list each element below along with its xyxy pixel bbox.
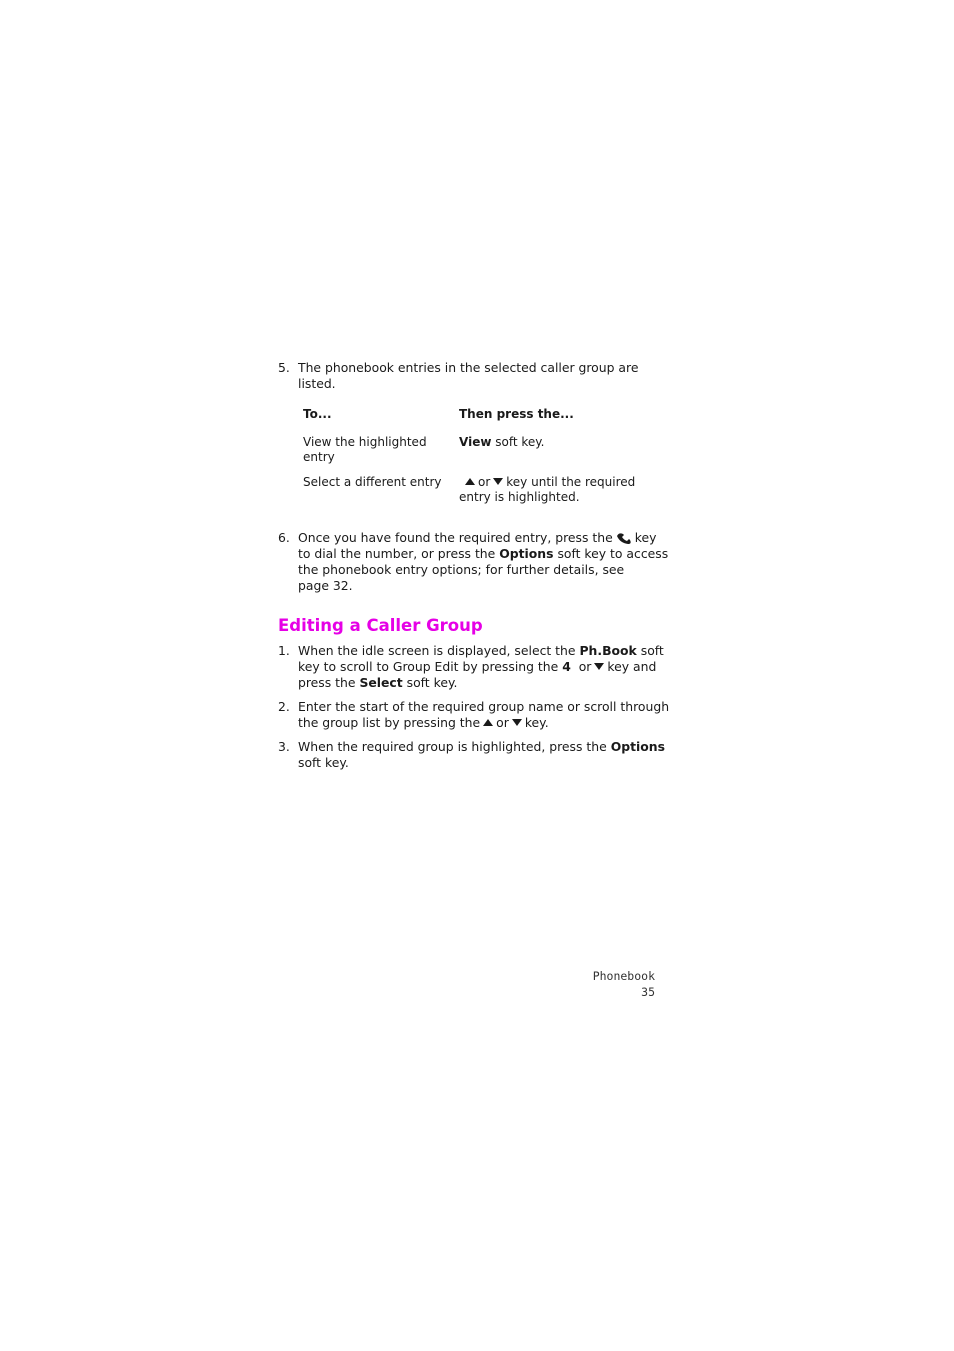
- key-action-table: [303, 407, 663, 517]
- step-5: [278, 360, 673, 392]
- phone-send-icon: [615, 531, 633, 545]
- edit-step-3: 3. When the required group is highlighted, press the Options soft key.: [278, 739, 665, 770]
- down-arrow-icon: [493, 478, 503, 485]
- down-arrow-icon: [512, 719, 522, 726]
- step-5-line-2: listed.: [298, 376, 336, 391]
- step-6: 6. Once you have found the required entry, press the key to dial the number, or press the Options soft key to access the phonebook entry options; for further details, see page 32.: [278, 530, 669, 593]
- step-number: 6.: [278, 530, 290, 545]
- table-header-to: To...: [303, 407, 332, 421]
- up-arrow-icon: [465, 478, 475, 485]
- step-number: 3.: [278, 739, 290, 754]
- up-arrow-icon: [483, 719, 493, 726]
- step-number: 5.: [278, 360, 290, 375]
- step-5-line-1: The phonebook entries in the selected caller group are: [298, 360, 639, 375]
- table-row-2-to: Select a different entry: [303, 475, 442, 489]
- table-row-1-then: View soft key.: [459, 435, 545, 449]
- down-arrow-icon: [594, 663, 604, 670]
- table-row-1-to: View the highlighted entry: [303, 435, 427, 464]
- table-header-then: Then press the...: [459, 407, 574, 421]
- edit-step-1: 1. When the idle screen is displayed, select the Ph.Book soft key to scroll to Group Edit by pressing the 4 or key and press the Select soft key.: [278, 643, 664, 690]
- step-number: 2.: [278, 699, 290, 714]
- edit-step-2: 2. Enter the start of the required group name or scroll through the group list by pressing the or key.: [278, 699, 670, 730]
- footer-page-number: 35: [641, 985, 655, 999]
- step-number: 1.: [278, 643, 290, 658]
- section-heading: Editing a Caller Group: [278, 616, 483, 635]
- table-row-2-then: or key until the required entry is highlighted.: [459, 475, 636, 504]
- footer-section-name: Phonebook: [592, 969, 655, 983]
